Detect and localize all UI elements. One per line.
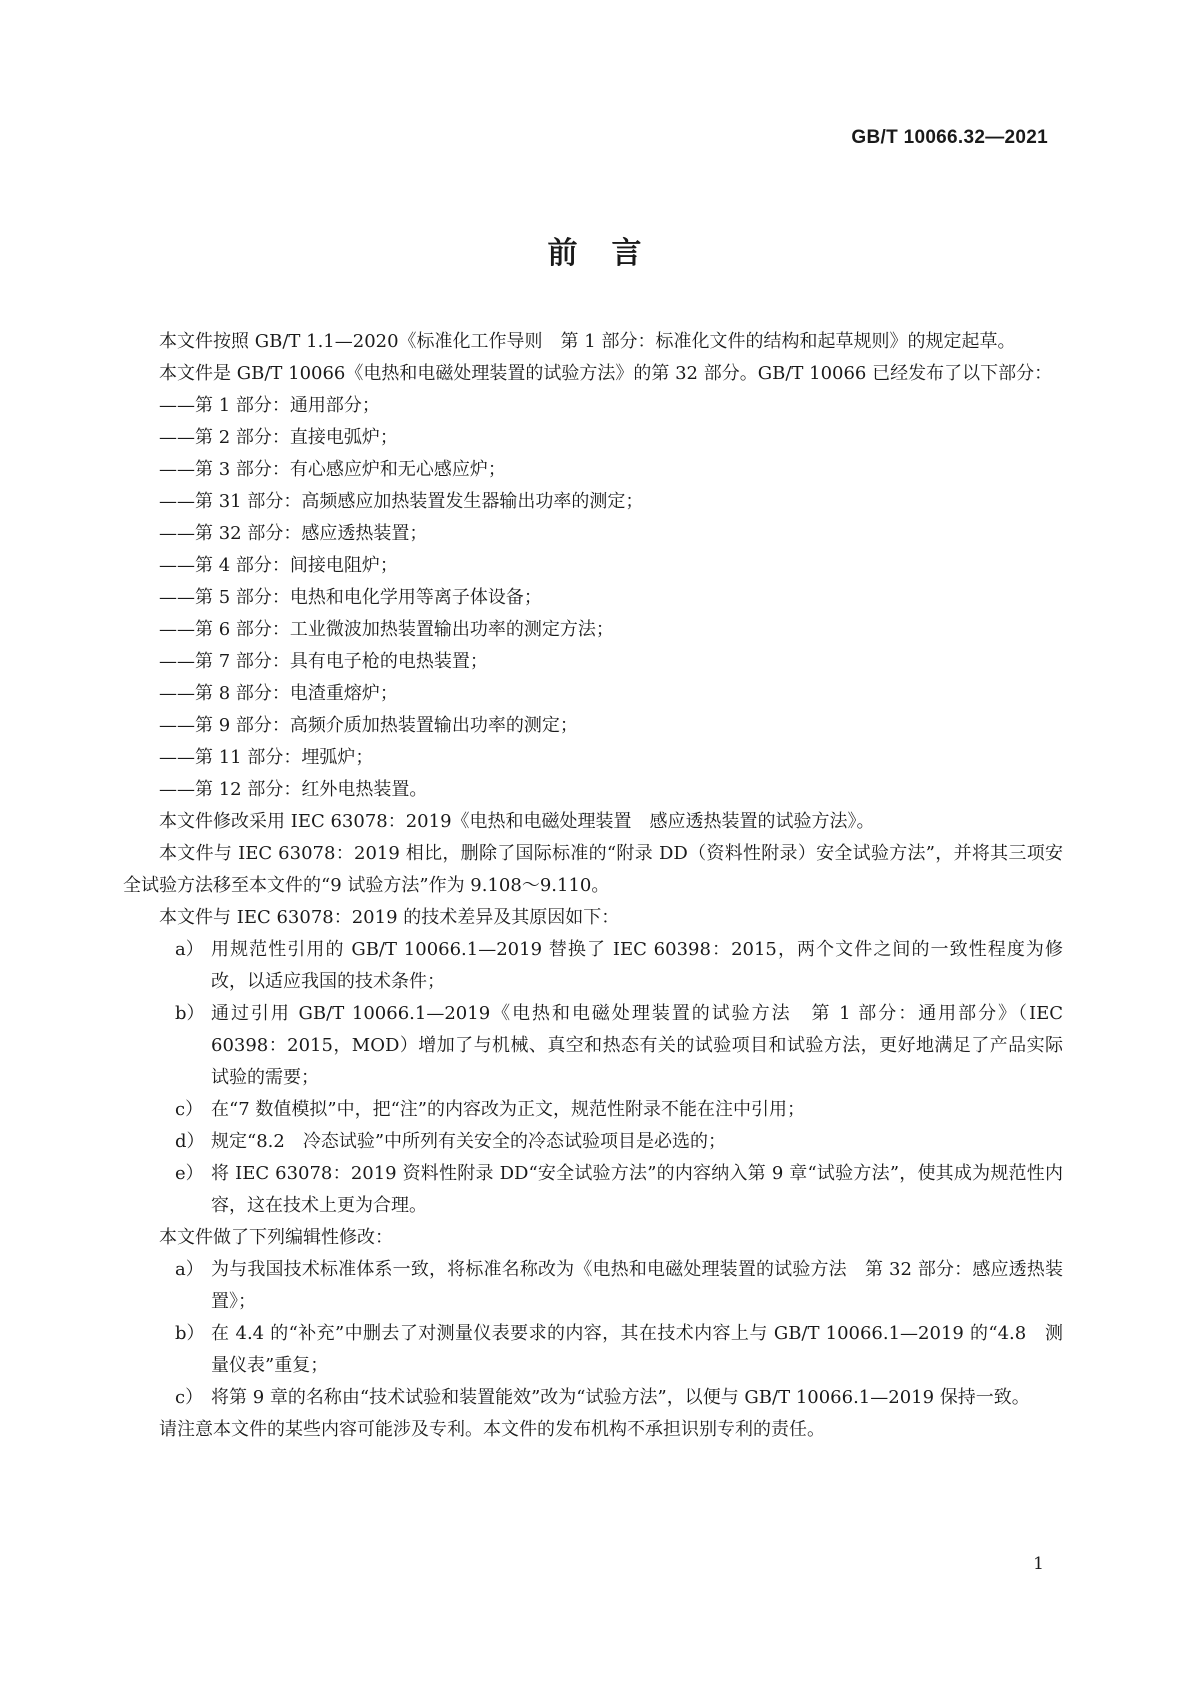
list-item: ——第 32 部分：感应透热装置； [159,523,428,544]
list-marker: e） [175,1163,204,1184]
list-item [123,1094,1063,1126]
intro-series-statement: 本文件是 GB/T 10066《电热和电磁处理装置的试验方法》的第 32 部分。GB/T 10066 已经发布了以下部分： [159,363,1053,384]
tech-diff-intro: 本文件与 IEC 63078：2019 的技术差异及其原因如下： [159,907,620,928]
deletion-statement: 本文件与 IEC 63078：2019 相比，删除了国际标准的“附录 DD（资料性附录）安全试验方法”，并将其三项安全试验方法移至本文件的“9 试验方法”作为 9.108～9.110。 [123,843,1063,896]
list-item-text: 将 IEC 63078：2019 资料性附录 DD“安全试验方法”的内容纳入第 9 章“试验方法”，使其成为规范性内容，这在技术上更为合理。 [211,1163,1063,1216]
list-item: ——第 9 部分：高频介质加热装置输出功率的测定； [159,715,578,736]
list-item: ——第 3 部分：有心感应炉和无心感应炉； [159,459,506,480]
list-item: ——第 11 部分：埋弧炉； [159,747,374,768]
editorial-list [123,1254,1063,1414]
list-item: ——第 4 部分：间接电阻炉； [159,555,398,576]
list-marker: c） [175,1387,204,1408]
list-item: ——第 2 部分：直接电弧炉； [159,427,398,448]
parts-list [123,390,1063,806]
list-item: ——第 5 部分：电热和电化学用等离子体设备； [159,587,542,608]
list-item [123,1254,1063,1318]
list-item-text: 通过引用 GB/T 10066.1—2019《电热和电磁处理装置的试验方法 第 1 部分：通用部分》（IEC 60398：2015，MOD）增加了与机械、真空和热态有关的试验项目和试验方法，更好地满足了产品实际试验的需要； [211,1003,1063,1088]
list-item-text: 在 4.4 的“补充”中删去了对测量仪表要求的内容，其在技术内容上与 GB/T 10066.1—2019 的“4.8 测量仪表”重复； [211,1323,1063,1376]
list-item [123,998,1063,1094]
list-marker: a） [175,1259,204,1280]
standard-number: GB/T 10066.32—2021 [851,127,1048,148]
list-marker: c） [175,1099,204,1120]
list-marker: b） [175,1003,205,1024]
intro-drafting-rule: 本文件按照 GB/T 1.1—2020《标准化工作导则 第 1 部分：标准化文件的结构和起草规则》的规定起草。 [159,331,1016,352]
list-item [123,1126,1063,1158]
list-item-text: 在“7 数值模拟”中，把“注”的内容改为正文，规范性附录不能在注中引用； [211,1099,805,1120]
page-number: 1 [1033,1554,1044,1574]
tech-diff-list [123,934,1063,1222]
list-item: ——第 6 部分：工业微波加热装置输出功率的测定方法； [159,619,614,640]
list-item [123,1382,1063,1414]
patent-notice: 请注意本文件的某些内容可能涉及专利。本文件的发布机构不承担识别专利的责任。 [159,1419,825,1440]
list-item [123,1318,1063,1382]
list-marker: b） [175,1323,205,1344]
list-item: ——第 1 部分：通用部分； [159,395,380,416]
list-item-text: 用规范性引用的 GB/T 10066.1—2019 替换了 IEC 60398：2015，两个文件之间的一致性程度为修改，以适应我国的技术条件； [211,939,1063,992]
list-marker: a） [175,939,204,960]
foreword-content [123,326,1063,1446]
list-item: ——第 7 部分：具有电子枪的电热装置； [159,651,488,672]
list-item [123,1158,1063,1222]
list-item-text: 为与我国技术标准体系一致，将标准名称改为《电热和电磁处理装置的试验方法 第 32 部分：感应透热装置》； [211,1259,1063,1312]
list-item: ——第 31 部分：高频感应加热装置发生器输出功率的测定； [159,491,644,512]
editorial-intro: 本文件做了下列编辑性修改： [159,1227,393,1248]
list-item [123,934,1063,998]
list-item: ——第 12 部分：红外电热装置。 [159,779,428,800]
page-title: 前 言 [547,236,644,271]
list-item-text: 将第 9 章的名称由“技术试验和装置能效”改为“试验方法”，以便与 GB/T 10066.1—2019 保持一致。 [211,1387,1030,1408]
adoption-statement: 本文件修改采用 IEC 63078：2019《电热和电磁处理装置 感应透热装置的试验方法》。 [159,811,875,832]
list-marker: d） [175,1131,205,1152]
list-item-text: 规定“8.2 冷态试验”中所列有关安全的冷态试验项目是必选的； [211,1131,727,1152]
list-item: ——第 8 部分：电渣重熔炉； [159,683,398,704]
